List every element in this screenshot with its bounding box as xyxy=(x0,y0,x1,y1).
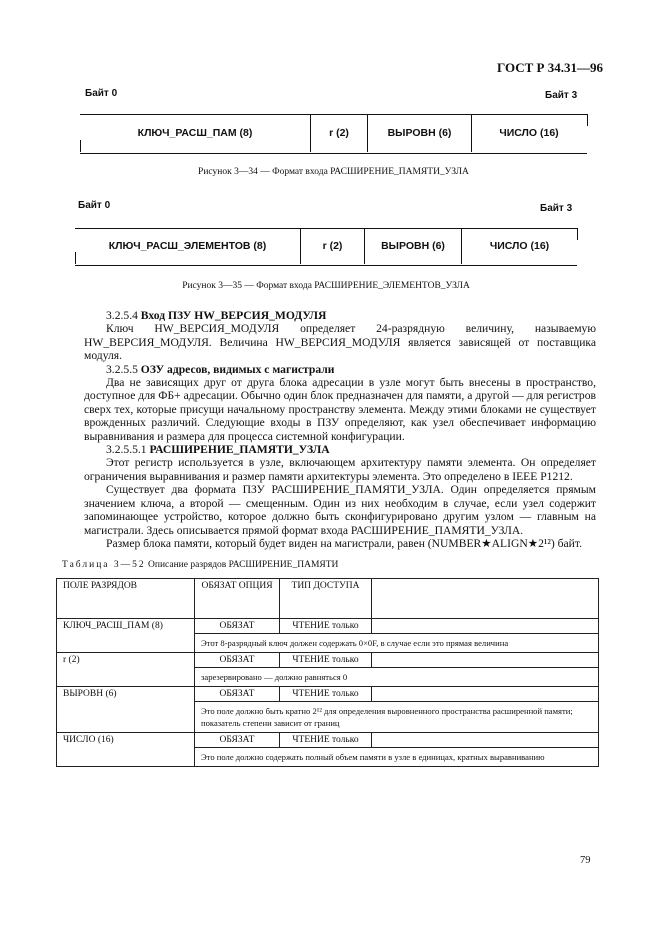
section-number: 3.2.5.4 xyxy=(106,309,138,322)
section-3-2-5-5-1-text-2: Существует два формата ПЗУ РАСШИРЕНИЕ_ПАМЯТИ_УЗЛА. Один определяется прямым значением ключа, а второй — смещенным. Один из них необходим в случае, если узел содержит запоминающее устройство, которое должно быть сконфигурировано другим узлом — главным на магистрали. Здесь описывается прямой формат входа РАСШИРЕНИЕ_ПАМЯТИ_УЗЛА. xyxy=(84,483,596,537)
fig1-byte-left-label: Байт 0 xyxy=(85,88,118,99)
section-title: РАСШИРЕНИЕ_ПАМЯТИ_УЗЛА xyxy=(149,443,330,457)
table-row xyxy=(57,733,599,748)
cell-access: ЧТЕНИЕ только xyxy=(280,687,372,702)
bit-description-table xyxy=(56,578,599,767)
table-caption-title: Описание разрядов РАСШИРЕНИЕ_ПАМЯТИ xyxy=(148,560,339,570)
cell-description: зарезервировано — должно равняться 0 xyxy=(195,668,599,687)
table-header-row xyxy=(57,579,599,619)
fig2-right-tick xyxy=(577,228,578,240)
fig2-caption: Рисунок 3—35 — Формат входа РАСШИРЕНИЕ_ЭЛЕМЕНТОВ_УЗЛА xyxy=(182,281,470,291)
fig2-field-key: КЛЮЧ_РАСШ_ЭЛЕМЕНТОВ (8) xyxy=(108,240,267,252)
section-number: 3.2.5.5.1 xyxy=(106,443,147,457)
section-number: 3.2.5.5 xyxy=(106,362,138,376)
cell-field: r (2) xyxy=(57,653,195,687)
cell-required: ОБЯЗАТ xyxy=(195,687,280,702)
cell-field: ЧИСЛО (16) xyxy=(57,733,195,767)
cell-field: ВЫРОВН (6) xyxy=(57,687,195,733)
fig2-field-number: ЧИСЛО (16) xyxy=(489,240,550,252)
section-3-2-5-5-1-text-3: Размер блока памяти, который будет виден на магистрали, равен (NUMBER★ALIGN★2¹²) байт. xyxy=(106,536,582,550)
fig1-caption: Рисунок 3—34 — Формат входа РАСШИРЕНИЕ_ПАМЯТИ_УЗЛА xyxy=(198,167,469,177)
cell-empty xyxy=(372,619,599,634)
table-row xyxy=(57,653,599,668)
body-text xyxy=(84,309,596,550)
table-row xyxy=(57,619,599,634)
fig1-right-tick xyxy=(587,114,588,126)
table-caption-label: Таблица 3—52 xyxy=(62,560,146,570)
cell-description: Этот 8-разрядный ключ должен содержать 0×0F, в случае если это прямая величина xyxy=(195,634,599,653)
header-access: ТИП ДОСТУПА xyxy=(280,579,372,619)
header-required: ОБЯЗАТ ОПЦИЯ xyxy=(195,579,280,619)
fig1-field-number: ЧИСЛО (16) xyxy=(499,127,559,139)
header-field: ПОЛЕ РАЗРЯДОВ xyxy=(57,579,195,619)
fig2-field-align: ВЫРОВН (6) xyxy=(381,240,445,252)
section-title: Вход ПЗУ HW_ВЕРСИЯ_МОДУЛЯ xyxy=(140,309,327,322)
section-3-2-5-4-text: Ключ HW_ВЕРСИЯ_МОДУЛЯ определяет 24-разрядную величину, называемую HW_ВЕРСИЯ_МОДУЛЯ. Величина HW_ВЕРСИЯ_МОДУЛЯ является зависящей от поставщика модуля. xyxy=(84,322,596,363)
fig1-field-key: КЛЮЧ_РАСШ_ПАМ (8) xyxy=(137,127,253,139)
fig1-format-fields xyxy=(80,114,587,152)
cell-field: КЛЮЧ_РАСШ_ПАМ (8) xyxy=(57,619,195,653)
fig1-byte-right-label: Байт 3 xyxy=(545,90,578,101)
cell-required: ОБЯЗАТ xyxy=(195,653,280,668)
section-title: ОЗУ адресов, видимых с магистрали xyxy=(140,362,335,376)
cell-empty xyxy=(372,653,599,668)
fig2-format-fields xyxy=(75,228,577,264)
section-3-2-5-5-heading xyxy=(84,363,596,376)
section-3-2-5-5-text: Два не зависящих друг от друга блока адресации в узле могут быть внесены в пространство, доступное для ФБ+ адресации. Обычно один блок предназначен для памяти, а другой — для регистров сверх тех, которые присущи начальному пространству элемента. Между этими блоками не существует врожденных различий. Следующие входы в ПЗУ определяют, как узел обеспечивает информацию выравнивания и размера для процесса системной конфигурации. xyxy=(84,376,596,443)
header-empty xyxy=(372,579,599,619)
cell-description: Это поле должно содержать полный объем памяти в узле в единицах, кратных выравниванию xyxy=(195,748,599,767)
table-row xyxy=(57,687,599,702)
cell-required: ОБЯЗАТ xyxy=(195,733,280,748)
section-3-2-5-5-1-heading xyxy=(84,443,596,456)
cell-empty xyxy=(372,733,599,748)
cell-description: Это поле должно быть кратно 2¹² для определения выровненного пространства расширенной памяти; показатель степени зависит от границ xyxy=(195,702,599,733)
fig1-field-align: ВЫРОВН (6) xyxy=(387,127,452,139)
cell-access: ЧТЕНИЕ только xyxy=(280,733,372,748)
cell-access: ЧТЕНИЕ только xyxy=(280,653,372,668)
cell-access: ЧТЕНИЕ только xyxy=(280,619,372,634)
cell-required: ОБЯЗАТ xyxy=(195,619,280,634)
section-3-2-5-4-heading xyxy=(84,309,596,322)
cell-empty xyxy=(372,687,599,702)
fig1-field-r: r (2) xyxy=(329,127,349,139)
page-number: 79 xyxy=(580,855,591,866)
section-3-2-5-5-1-text-1: Этот регистр используется в узле, включающем архитектуру памяти элемента. Он определяет ограничения выравнивания и размер памяти архитектуры элемента. Это определено в IEEE P1212. xyxy=(84,456,596,483)
fig2-field-r: r (2) xyxy=(322,240,343,252)
standard-number: ГОСТ Р 34.31—96 xyxy=(497,60,603,75)
fig2-byte-right-label: Байт 3 xyxy=(540,203,573,214)
table-caption xyxy=(62,560,338,570)
fig2-byte-left-label: Байт 0 xyxy=(78,200,111,211)
